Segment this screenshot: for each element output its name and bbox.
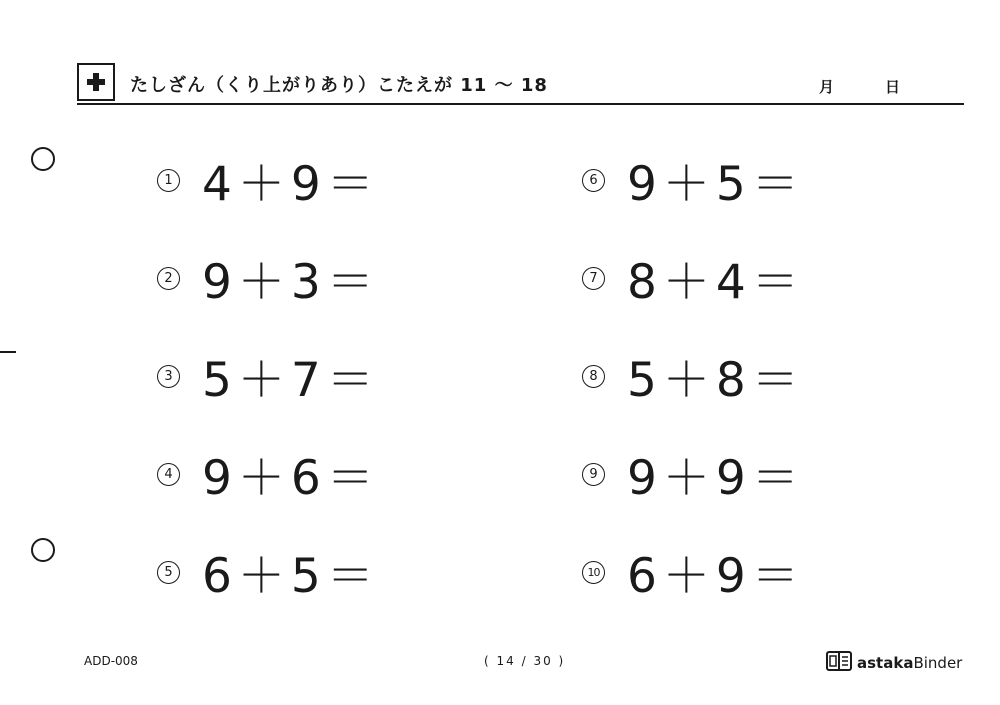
problem-7 xyxy=(582,253,805,310)
brand-logo xyxy=(826,650,962,676)
problem-number: 8 xyxy=(582,365,605,388)
problem-number: 10 xyxy=(582,561,605,584)
problem-expression: 9＋9＝ xyxy=(627,450,805,506)
problem-expression: 9＋3＝ xyxy=(202,254,380,310)
center-tick-mark xyxy=(0,351,16,353)
problem-8 xyxy=(582,351,805,408)
problem-number: 3 xyxy=(157,365,180,388)
problem-expression: 6＋9＝ xyxy=(627,548,805,604)
problem-4 xyxy=(157,449,380,506)
problem-9 xyxy=(582,449,805,506)
problem-expression: 5＋8＝ xyxy=(627,352,805,408)
problem-number: 7 xyxy=(582,267,605,290)
binder-logo-icon xyxy=(826,650,857,676)
month-label: 月 xyxy=(819,78,835,96)
binder-hole-bottom xyxy=(31,538,55,562)
problem-6 xyxy=(582,155,805,212)
problem-expression: 8＋4＝ xyxy=(627,254,805,310)
worksheet-title: たしざん（くり上がりあり）こたえが 11 〜 18 xyxy=(130,75,548,96)
problem-5 xyxy=(157,547,380,604)
problem-number: 2 xyxy=(157,267,180,290)
problem-number: 9 xyxy=(582,463,605,486)
problem-3 xyxy=(157,351,380,408)
problem-expression: 9＋6＝ xyxy=(202,450,380,506)
problem-2 xyxy=(157,253,380,310)
problem-number: 6 xyxy=(582,169,605,192)
problem-expression: 9＋5＝ xyxy=(627,156,805,212)
problem-number: 5 xyxy=(157,561,180,584)
problem-expression: 4＋9＝ xyxy=(202,156,380,212)
day-label: 日 xyxy=(885,78,901,96)
worksheet-header xyxy=(77,63,964,105)
worksheet-code: ADD-008 xyxy=(84,654,138,668)
problem-1 xyxy=(157,155,380,212)
binder-hole-top xyxy=(31,147,55,171)
problem-number: 1 xyxy=(157,169,180,192)
plus-icon xyxy=(77,63,115,101)
problem-10 xyxy=(582,547,805,604)
problem-expression: 5＋7＝ xyxy=(202,352,380,408)
brand-name-part2: Binder xyxy=(913,654,963,672)
problem-expression: 6＋5＝ xyxy=(202,548,380,604)
problem-number: 4 xyxy=(157,463,180,486)
brand-name-part1: astaka xyxy=(857,654,914,672)
page-indicator: ( 14 / 30 ) xyxy=(484,654,566,668)
